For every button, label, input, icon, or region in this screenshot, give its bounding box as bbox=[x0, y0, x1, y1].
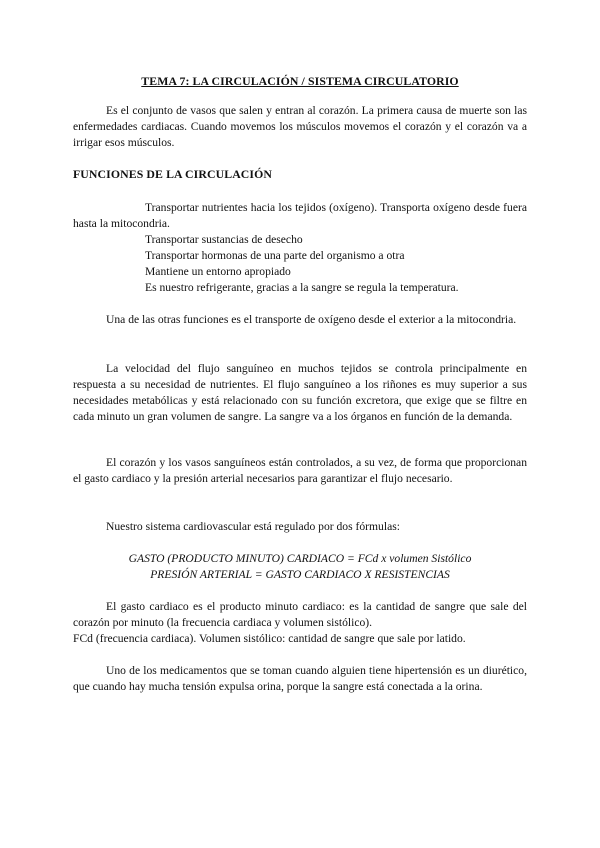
fcd-line: FCd (frecuencia cardiaca). Volumen sistólico: cantidad de sangre que sale por latido. bbox=[73, 632, 466, 645]
intro-paragraph: Es el conjunto de vasos que salen y entran al corazón. La primera causa de muerte son las enfermedades cardiacas. Cuando movemos los músculos movemos el corazón y el corazón va a irrigar esos músculos. bbox=[73, 104, 527, 149]
function-item: Transportar hormonas de una parte del organismo a otra bbox=[145, 249, 405, 262]
formulas-block bbox=[73, 551, 527, 583]
function-item: Transportar sustancias de desecho bbox=[145, 233, 303, 246]
control-paragraph: El corazón y los vasos sanguíneos están controlados, a su vez, de forma que proporcionan el gasto cardiaco y la presión arterial necesarios para garantizar el flujo necesario. bbox=[73, 456, 527, 485]
functions-heading: FUNCIONES DE LA CIRCULACIÓN bbox=[73, 167, 273, 181]
functions-list bbox=[73, 200, 527, 296]
function-item: Transportar nutrientes hacia los tejidos (oxígeno). Transporta oxígeno desde fuera hasta la mitocondria. bbox=[73, 201, 527, 230]
gasto-paragraph: El gasto cardiaco es el producto minuto cardiaco: es la cantidad de sangre que sale del corazón por minuto (la frecuencia cardiaca y volumen sistólico). bbox=[73, 600, 527, 629]
medicamentos-paragraph: Uno de los medicamentos que se toman cuando alguien tiene hipertensión es un diurético, que cuando hay mucha tensión expulsa orina, porque la sangre está conectada a la orina. bbox=[73, 664, 527, 693]
velocity-paragraph: La velocidad del flujo sanguíneo en muchos tejidos se controla principalmente en respuesta a su necesidad de nutrientes. El flujo sanguíneo a los riñones es muy superior a sus necesidades metabólicas y está relacionado con su función excretora, que exige que se filtre en cada minuto un gran volumen de sangre. La sangre va a los órganos en función de la demanda. bbox=[73, 362, 527, 423]
formulas-intro-paragraph: Nuestro sistema cardiovascular está regulado por dos fórmulas: bbox=[106, 520, 400, 533]
function-item: Es nuestro refrigerante, gracias a la sangre se regula la temperatura. bbox=[145, 281, 459, 294]
formula-arterial-pressure: PRESIÓN ARTERIAL = GASTO CARDIACO X RESISTENCIAS bbox=[150, 568, 450, 581]
document-title: TEMA 7: LA CIRCULACIÓN / SISTEMA CIRCULATORIO bbox=[141, 74, 459, 88]
oxygen-paragraph: Una de las otras funciones es el transporte de oxígeno desde el exterior a la mitocondria. bbox=[106, 313, 517, 326]
formula-cardiac-output: GASTO (PRODUCTO MINUTO) CARDIACO = FCd x volumen Sistólico bbox=[128, 552, 472, 565]
function-item: Mantiene un entorno apropiado bbox=[145, 265, 291, 278]
